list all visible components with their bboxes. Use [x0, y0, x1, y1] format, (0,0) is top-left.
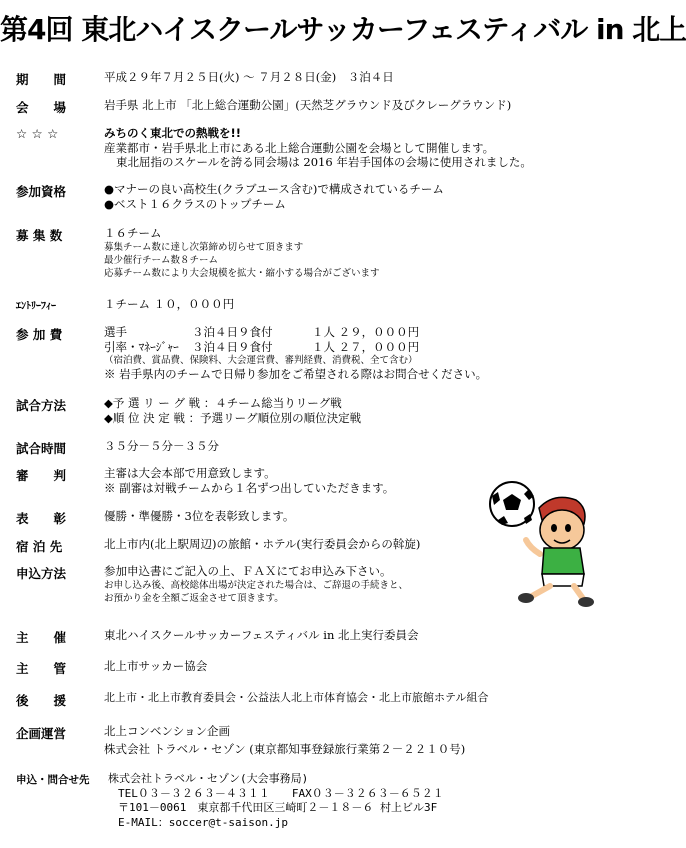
fee-who: 引率・ﾏﾈｰｼﾞｬｰ: [104, 339, 179, 354]
fee-who: 選手: [104, 325, 127, 339]
fee-note: （宿泊費、賞品費、保険料、大会運営費、審判経費、消費税、全て含む）: [104, 355, 418, 366]
referee-line: ※ 副審は対戦チームから１名ずつ出していただきます。: [104, 480, 395, 495]
planning-company: 株式会社 トラベル・セゾン (東京都知事登録旅行業第２－２２１０号): [104, 741, 466, 756]
contact-block: [108, 772, 444, 830]
eligibility-text: [104, 182, 444, 211]
venue-label: 会 場: [16, 100, 67, 115]
apply-note: お預かり金を全額ご返金させて頂きます。: [104, 592, 284, 604]
eligibility-line: ●マナーの良い高校生(クラブユース含む)で構成されているチーム: [104, 182, 444, 196]
soccer-ball-icon: [490, 482, 534, 526]
lodging-label: 宿 泊 先: [16, 539, 63, 554]
recruit-main: １６チーム: [104, 226, 162, 240]
support-value: 北上市・北上市教育委員会・公益法人北上市体育協会・北上市旅館ホテル組合: [104, 691, 489, 704]
lodging-value: 北上市内(北上駅周辺)の旅館・ホテル(実行委員会からの斡旋): [104, 537, 421, 551]
soccer-kid-illustration: [484, 478, 594, 608]
period-label: 期 間: [16, 72, 67, 87]
apply-main: 参加申込書にご記入の上、ＦＡＸにてお申込み下さい。: [104, 564, 392, 578]
contact-address: 〒101－0061 東京都千代田区三崎町２－１８－６ 村上ビル3F: [118, 801, 438, 814]
format-text: [104, 396, 361, 425]
fee-plan: ３泊４日９食付: [192, 339, 273, 354]
period-value: 平成２９年７月２５日(火) ～ ７月２８日(金) ３泊４日: [104, 70, 394, 84]
intro-text: [104, 126, 532, 170]
fee-table: [104, 325, 487, 382]
planning-label: 企画運営: [16, 726, 67, 741]
fee-label: 参 加 費: [16, 327, 63, 342]
recruit-note: 募集チーム数に達し次第締め切らせて頂きます: [104, 241, 304, 253]
host-label: 主 催: [16, 630, 67, 645]
planning-text: [104, 724, 465, 756]
manage-label: 主 管: [16, 661, 67, 676]
fee-price: １人 ２９，０００円: [312, 325, 420, 339]
contact-company: 株式会社トラベル・セゾン(大会事務局): [108, 772, 309, 785]
fee-line: [104, 340, 487, 355]
time-label: 試合時間: [16, 441, 67, 456]
apply-label: 申込方法: [16, 566, 67, 581]
referee-line: 主審は大会本部で用意致します。: [104, 466, 276, 480]
venue-value: 岩手県 北上市 「北上総合運動公園」(天然芝グラウンド及びクレーグラウンド): [104, 98, 512, 112]
contact-label: 申込・問合せ先: [16, 774, 90, 786]
intro-line: 東北屈指のスケールを誇る同会場は 2016 年岩手国体の会場に使用されました。: [116, 155, 532, 169]
support-label: 後 援: [16, 693, 67, 708]
recruit-label: 募 集 数: [16, 228, 63, 243]
referee-text: [104, 466, 394, 495]
entry-fee-value: １チーム １０，０００円: [104, 297, 235, 311]
recruit-text: [104, 226, 380, 280]
entry-fee-label: ｴﾝﾄﾘｰﾌｨｰ: [16, 301, 56, 312]
apply-note: お申し込み後、高校総体出場が決定された場合は、ご辞退の手続きと、: [104, 579, 409, 591]
face-shape: [540, 510, 584, 550]
planning-line: [104, 742, 465, 757]
contact-phone: TEL０３－３２６３－４３１１ FAX０３－３２６３－６５２１: [118, 786, 444, 800]
referee-label: 審 判: [16, 468, 67, 483]
fee-line: [104, 325, 487, 340]
contact-email: E-MAIL：soccer@t-saison.jp: [118, 815, 288, 829]
recruit-note: 応募チーム数により大会規模を拡大・縮小する場合がございます: [104, 267, 380, 279]
manage-value: 北上市サッカー協会: [104, 659, 208, 673]
apply-text: [104, 564, 408, 605]
host-value: 東北ハイスクールサッカーフェスティバル in 北上実行委員会: [104, 628, 419, 642]
eligibility-label: 参加資格: [16, 184, 67, 199]
fee-plan: ３泊４日９食付: [192, 325, 273, 339]
page-title: 第4回 東北ハイスクールサッカーフェスティバル in 北上: [0, 13, 686, 46]
fee-price: １人 ２７，０００円: [312, 339, 420, 354]
intro-heading: みちのく東北での熱戦を!!: [104, 126, 241, 140]
format-line: ◆予 選 リ ー グ 戦 ：４チーム総当りリーグ戦: [104, 396, 342, 410]
planning-line: 北上コンベンション企画: [104, 724, 230, 738]
shirt-shape: [542, 548, 584, 574]
format-line: ◆順 位 決 定 戦 ：予選リーグ順位別の順位決定戦: [104, 410, 362, 425]
format-label: 試合方法: [16, 398, 67, 413]
time-value: ３５分－５分－３５分: [104, 439, 219, 453]
intro-label: ☆ ☆ ☆: [16, 126, 59, 141]
eligibility-line: ●ベスト１６クラスのトップチーム: [104, 196, 286, 211]
awards-label: 表 彰: [16, 511, 67, 526]
awards-value: 優勝・準優勝・3位を表彰致します。: [104, 509, 295, 523]
recruit-note: 最少催行チーム数８チーム: [104, 254, 219, 266]
intro-line: 産業都市・岩手県北上市にある北上総合運動公園を会場として開催します。: [104, 140, 495, 155]
fee-note: ※ 岩手県内のチームで日帰り参加をご希望される際はお問合せください。: [104, 367, 488, 381]
